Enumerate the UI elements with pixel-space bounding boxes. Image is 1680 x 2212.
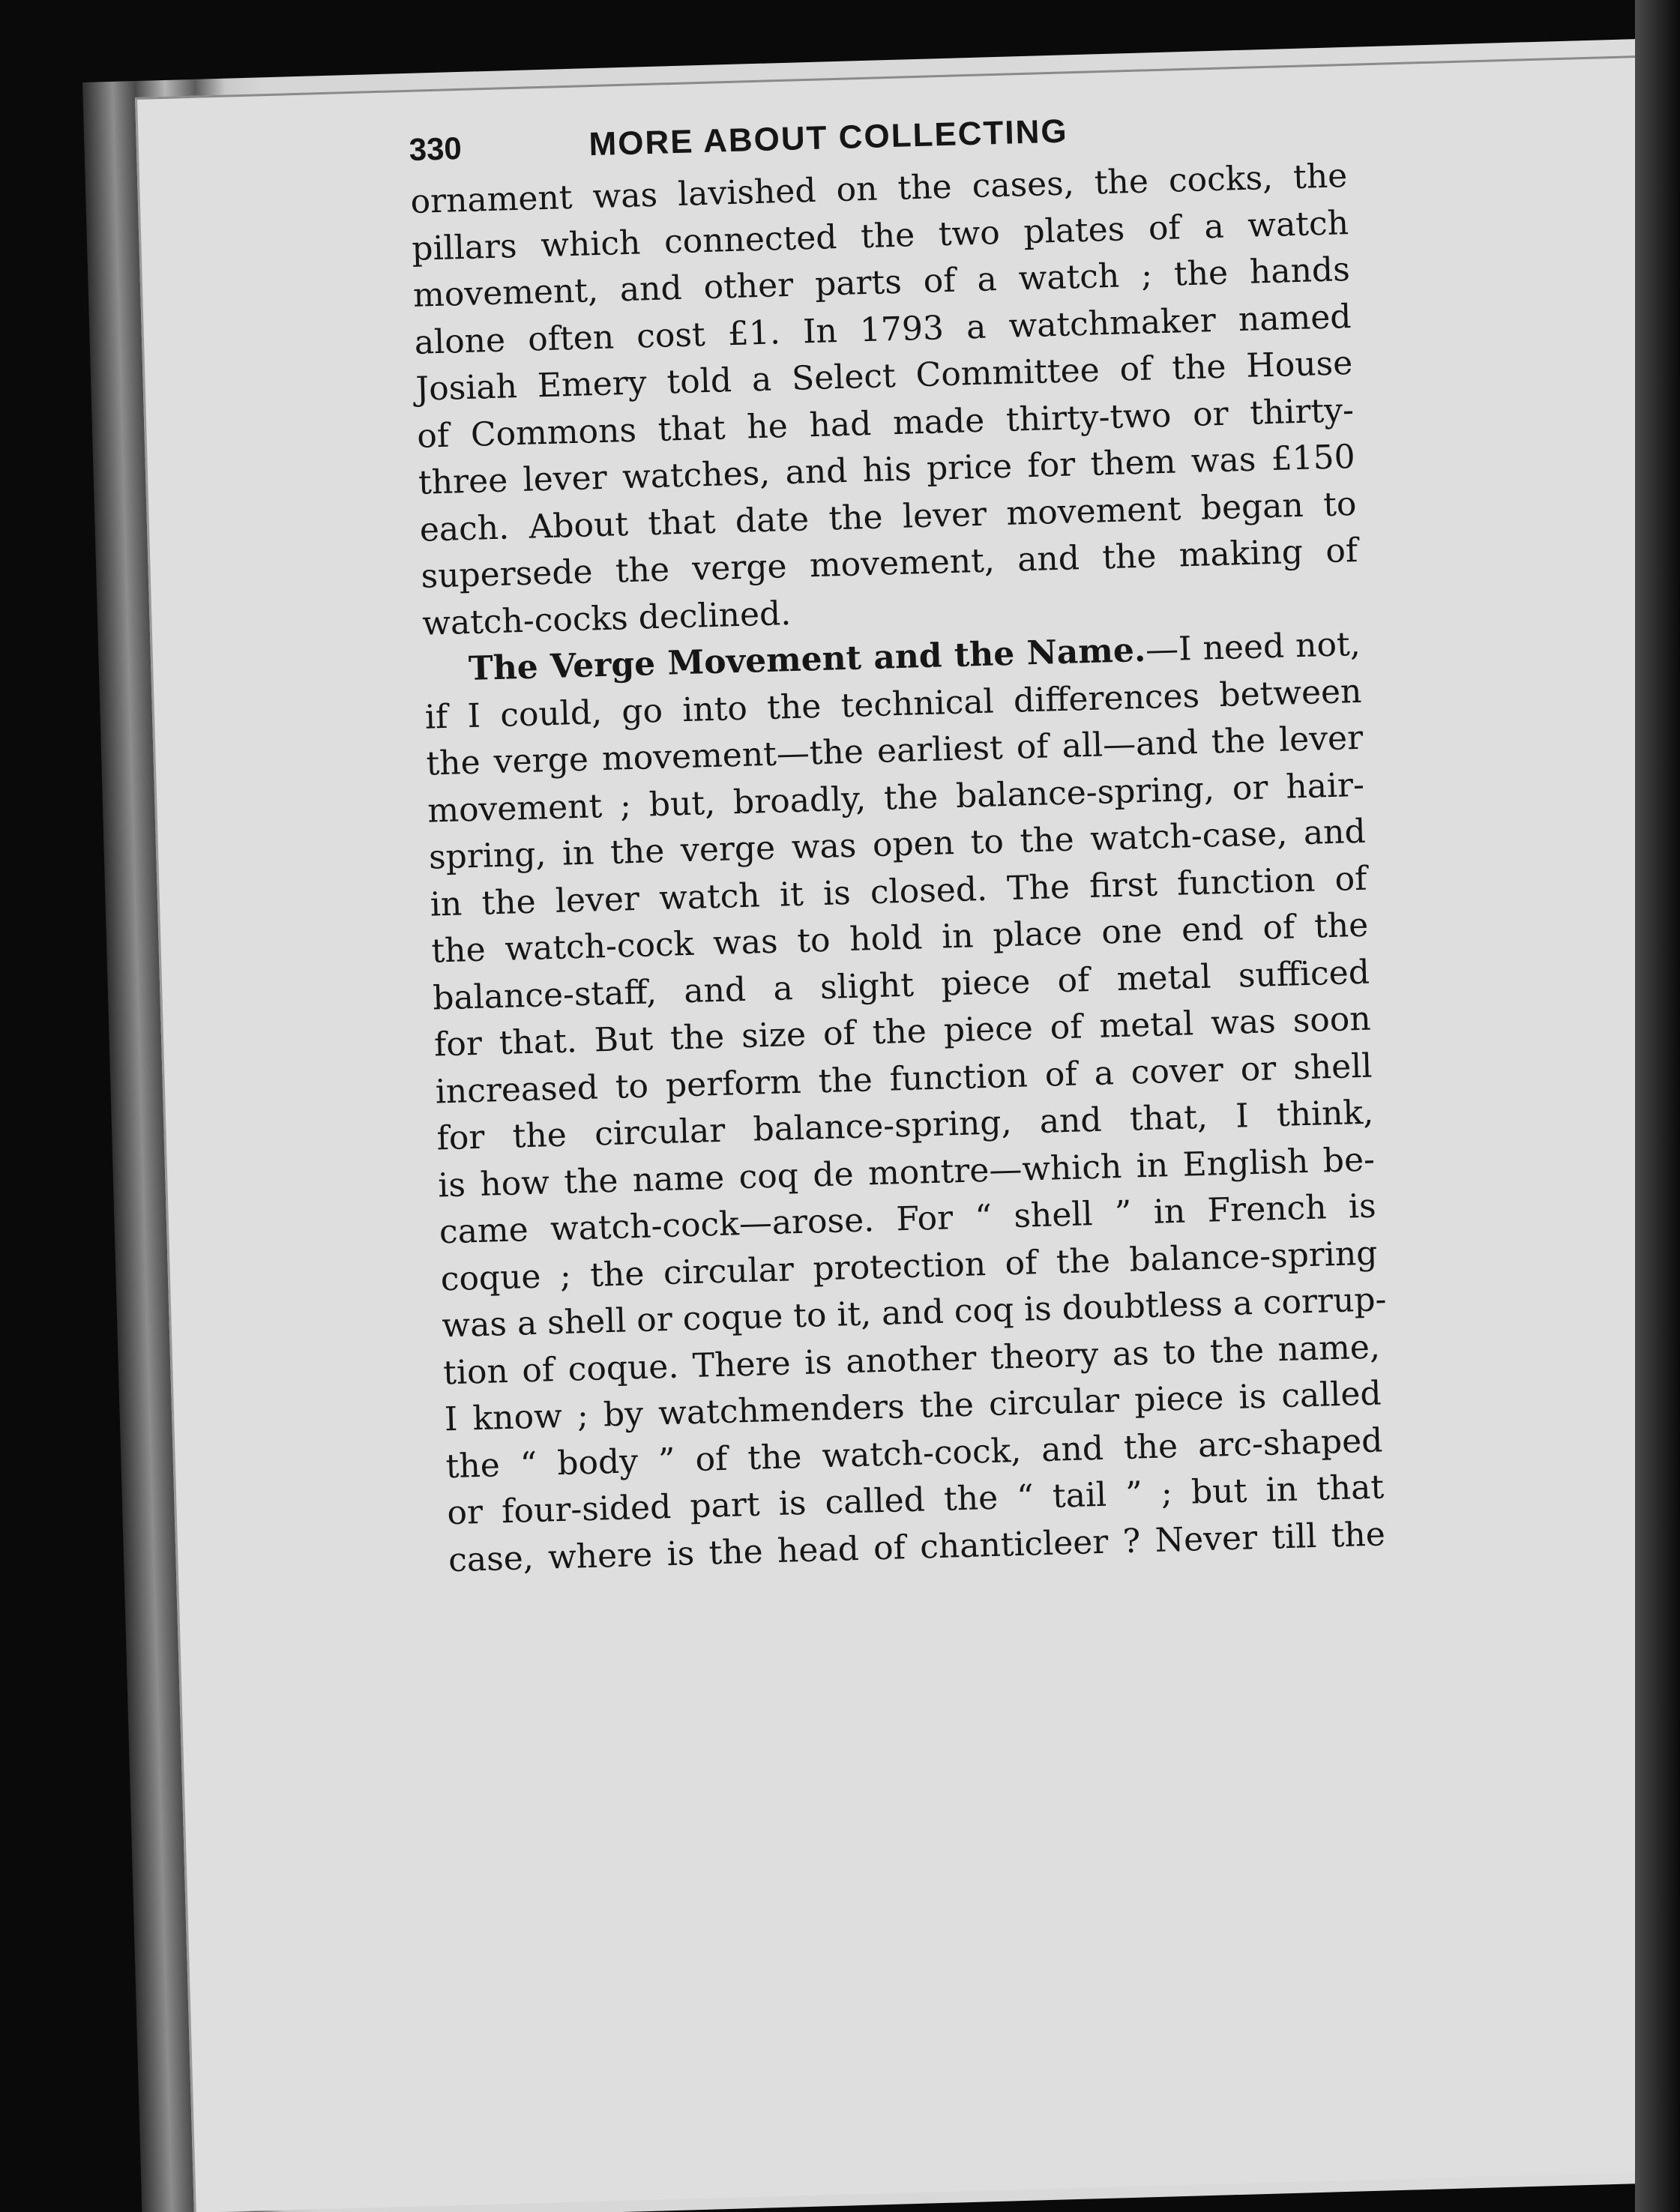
text-line: movement, and other parts of a watch ; the hands bbox=[412, 250, 1351, 315]
text-line: the verge movement—the earliest of all—and the lever bbox=[425, 718, 1364, 783]
section-line-start: —I need not, bbox=[1145, 624, 1361, 669]
text-line: spring, in the verge was open to the watch-case, and bbox=[428, 812, 1367, 877]
text-line: watch-cocks declined. bbox=[421, 594, 792, 643]
text-line: supersede the verge movement, and the making of bbox=[420, 531, 1358, 596]
text-line: three lever watches, and his price for them was £150 bbox=[418, 437, 1356, 502]
text-line: balance-staff, and a slight piece of metal sufficed bbox=[432, 953, 1370, 1018]
text-line: the “ body ” of the watch-cock, and the arc-shaped bbox=[445, 1420, 1383, 1486]
text-line: for the circular balance-spring, and that, I think, bbox=[436, 1093, 1374, 1158]
text-line: each. About that date the lever movement began to bbox=[419, 484, 1358, 549]
text-line: increased to perform the function of a cover or shell bbox=[435, 1046, 1373, 1111]
text-block bbox=[409, 105, 1386, 1584]
text-line: came watch-cock—arose. For “ shell ” in French is bbox=[439, 1187, 1377, 1252]
text-line: I know ; by watchmenders the circular piece is called bbox=[444, 1374, 1382, 1439]
text-line: was a shell or coque to it, and coq is doubtless a corrup- bbox=[441, 1280, 1388, 1345]
text-line: pillars which connected the two plates of a watch bbox=[411, 203, 1349, 268]
page-number: 330 bbox=[409, 130, 463, 167]
binding-shadow bbox=[1635, 0, 1680, 2212]
section-heading: The Verge Movement and the Name. bbox=[468, 630, 1146, 689]
text-line: movement ; but, broadly, the balance-spring, or hair- bbox=[427, 765, 1365, 831]
text-line: or four-sided part is called the “ tail ” ; but in that bbox=[446, 1468, 1385, 1533]
running-title: MORE ABOUT COLLECTING bbox=[588, 112, 1069, 163]
text-line: Josiah Emery told a Select Committee of the House bbox=[415, 343, 1353, 409]
text-line: tion of coque. There is another theory as to the name, bbox=[442, 1327, 1381, 1392]
text-line: case, where is the head of chanticleer ? Never till the bbox=[448, 1514, 1386, 1579]
text-line: coque ; the circular protection of the balance-spring bbox=[440, 1234, 1379, 1298]
text-line: is how the name coq de montre—which in English be- bbox=[437, 1140, 1376, 1205]
text-line: if I could, go into the technical differences between bbox=[424, 672, 1363, 737]
text-line: for that. But the size of the piece of metal was soon bbox=[433, 999, 1372, 1064]
text-line: in the lever watch it is closed. The first function of bbox=[430, 859, 1368, 924]
text-line: ornament was lavished on the cases, the cocks, the bbox=[409, 157, 1348, 221]
text-line: alone often cost £1. In 1793 a watchmaker named bbox=[414, 297, 1352, 362]
text-line: of Commons that he had made thirty-two or thirty- bbox=[416, 391, 1355, 456]
text-line: the watch-cock was to hold in place one end of the bbox=[430, 905, 1369, 971]
